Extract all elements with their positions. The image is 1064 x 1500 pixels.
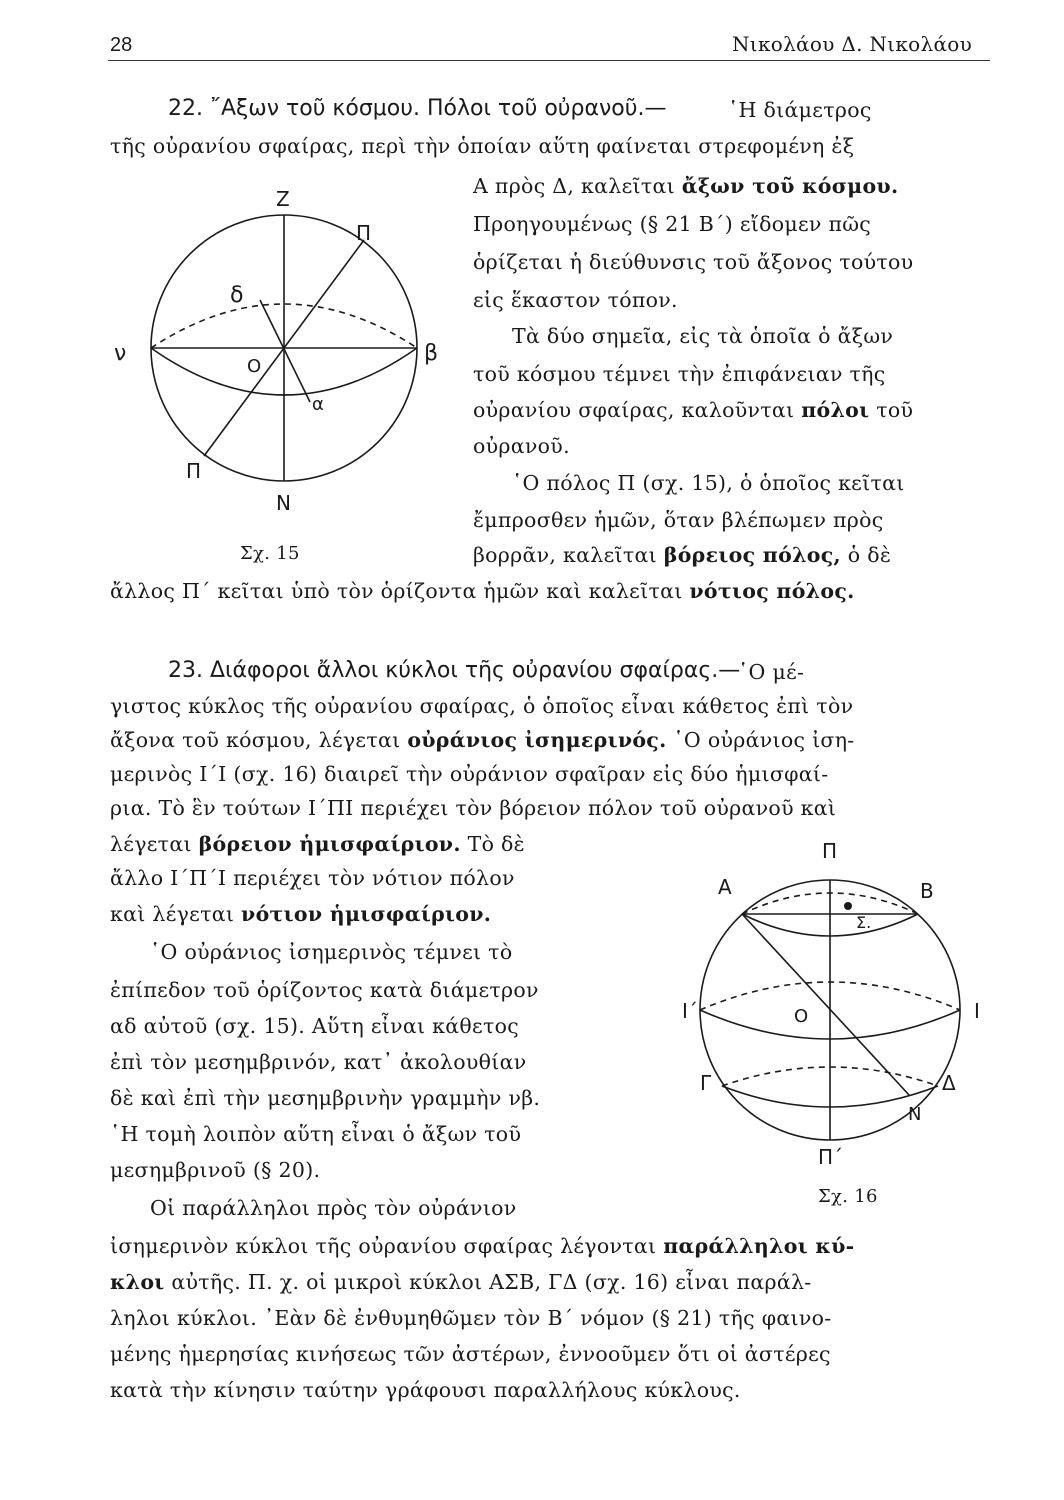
text-line: Τὸ δὲ xyxy=(467,832,525,856)
fig15-label-z: Z xyxy=(276,187,290,211)
text-line: ῾Ο μέ- xyxy=(738,660,805,684)
text-line: ληλοι κύκλοι. ᾽Εὰν δὲ ἐνθυμηθῶμεν τὸν Β΄ νόμον (§ 21) τῆς φαινο- xyxy=(110,1306,832,1330)
text-line: ῾Ο πόλος Π (σχ. 15), ὁ ὁποῖος κεῖται xyxy=(512,471,905,495)
text-line: οὐρανίου σφαίρας, καλοῦνται xyxy=(473,398,795,422)
text-line: τῆς οὐρανίου σφαίρας, περὶ τὴν ὁποίαν αὕτη φαίνεται στρεφομένη ἐξ xyxy=(110,134,855,158)
figure-15-caption: Σχ. 15 xyxy=(240,543,300,564)
fig16-label-gamma: Γ xyxy=(700,1071,712,1095)
fig15-label-delta: δ xyxy=(230,283,244,308)
text-line: ρια. Τὸ ἓν τούτων Ι΄ΠΙ περιέχει τὸν βόρειον πόλον τοῦ οὐρανοῦ καὶ xyxy=(110,796,837,820)
text-line: ῾Η τομὴ λοιπὸν αὕτη εἶναι ὁ ἄξων τοῦ xyxy=(110,1122,522,1146)
term-parallel-circles-cont: κλοι xyxy=(110,1270,165,1294)
text-line: μένης ἡμερησίας κινήσεως τῶν ἀστέρων, ἐννοοῦμεν ὅτι οἱ ἀστέρες xyxy=(110,1342,831,1366)
text-line: ἐπίπεδον τοῦ ὁρίζοντος κατὰ διάμετρον xyxy=(110,978,539,1002)
term-celestial-equator: οὐράνιος ἰσημερινός. xyxy=(407,728,667,752)
fig15-label-nu: ν xyxy=(114,341,127,366)
meridian-intersection-line xyxy=(260,300,310,402)
figure-16 xyxy=(680,828,1000,1178)
text-line: ἔμπροσθεν ἡμῶν, ὅταν βλέπωμεν πρὸς xyxy=(473,508,884,532)
horizon-diagonal-line xyxy=(742,914,910,1096)
text-line: γιστος κύκλος τῆς οὐρανίου σφαίρας, ὁ ὁποῖος εἶναι κάθετος ἐπὶ τὸν xyxy=(110,694,854,718)
term-axis-of-world: ἄξων τοῦ κόσμου. xyxy=(681,174,899,198)
text-line: ἰσημερινὸν κύκλοι τῆς οὐρανίου σφαίρας λέγονται xyxy=(110,1234,657,1258)
fig16-label-b: Β xyxy=(920,879,934,903)
text-line: αὐτῆς. Π. χ. οἱ μικροὶ κύκλοι ΑΣΒ, ΓΔ (σχ. 16) εἶναι παράλ- xyxy=(171,1270,812,1294)
fig16-label-o: O xyxy=(794,1006,809,1027)
fig16-label-sigma: Σ. xyxy=(856,913,872,932)
fig16-label-i: Ι xyxy=(974,999,980,1023)
text-line: δὲ καὶ ἐπὶ τὴν μεσημβρινὴν γραμμὴν νβ. xyxy=(110,1086,541,1110)
text-line: τοῦ xyxy=(876,398,914,422)
page-number: 28 xyxy=(110,34,133,56)
fig15-label-alpha: α xyxy=(312,394,324,415)
term-parallel-circles: παράλληλοι κύ- xyxy=(663,1234,855,1258)
text-line: ἄλλος Π΄ κεῖται ὑπὸ τὸν ὁρίζοντα ἡμῶν καὶ καλεῖται xyxy=(110,579,683,603)
fig15-label-south-pole: Π xyxy=(186,459,202,483)
fig16-label-i-prime: Ι΄ xyxy=(682,999,698,1023)
text-line: ῾Η διάμετρος xyxy=(728,98,872,122)
text-line: ἄξονα τοῦ κόσμου, λέγεται xyxy=(110,728,401,752)
text-line: ῾Ο οὐράνιος ἰσημερινὸς τέμνει τὸ xyxy=(150,940,513,964)
text-line: βορρᾶν, καλεῖται xyxy=(473,543,657,567)
text-line: ὁρίζεται ἡ διεύθυνσις τοῦ ἄξονος τούτου xyxy=(473,250,914,274)
fig16-label-a: Α xyxy=(718,875,732,899)
text-line: τοῦ κόσμου τέμνει τὴν ἐπιφάνειαν τῆς xyxy=(473,362,886,386)
text-line: μερινὸς Ι΄Ι (σχ. 16) διαιρεῖ τὴν οὐράνιον σφαῖραν εἰς δύο ἡμισφαί- xyxy=(110,762,829,786)
fig16-label-delta: Δ xyxy=(942,1071,956,1095)
text-line: λέγεται xyxy=(110,832,192,856)
fig15-label-n: N xyxy=(276,491,291,515)
section-22-heading: 22. ῎Αξων τοῦ κόσμου. Πόλοι τοῦ οὐρανοῦ.— xyxy=(168,96,667,121)
text-line: εἰς ἕκαστον τόπον. xyxy=(473,288,678,312)
text-line: κατὰ τὴν κίνησιν ταύτην γράφουσι παραλλήλους κύκλους. xyxy=(110,1378,741,1402)
figure-15 xyxy=(110,180,470,525)
text-line: ἄλλο Ι΄Π΄Ι περιέχει τὸν νότιον πόλον xyxy=(110,866,515,890)
text-line: αδ αὐτοῦ (σχ. 15). Αὕτη εἶναι κάθετος xyxy=(110,1014,520,1038)
text-line: Προηγουμένως (§ 21 Β΄) εἴδομεν πῶς xyxy=(473,212,872,236)
text-line: οὐρανοῦ. xyxy=(473,434,570,458)
fig15-label-pole: Π xyxy=(356,221,372,245)
text-line: Α πρὸς Δ, καλεῖται xyxy=(473,174,675,198)
text-line: μεσημβρινοῦ (§ 20). xyxy=(110,1158,321,1182)
term-south-hemisphere: νότιον ἡμισφαίριον. xyxy=(241,902,492,926)
text-line: ἐπὶ τὸν μεσημβρινόν, κατ᾽ ἀκολουθίαν xyxy=(110,1050,527,1074)
fig16-label-south-pole: Π΄ xyxy=(818,1145,844,1169)
figure-16-caption: Σχ. 16 xyxy=(818,1186,878,1207)
fig15-label-o: O xyxy=(247,356,262,377)
text-line: Οἱ παράλληλοι πρὸς τὸν οὐράνιον xyxy=(150,1196,517,1220)
section-23-heading: 23. Διάφοροι ἄλλοι κύκλοι τῆς οὐρανίου σφαίρας.— xyxy=(168,658,741,683)
text-line: ὁ δὲ xyxy=(847,543,892,567)
term-north-hemisphere: βόρειον ἡμισφαίριον. xyxy=(198,832,461,856)
fig15-label-beta: β xyxy=(424,341,439,366)
header-rule xyxy=(108,60,990,61)
running-header-author: Νικολάου Δ. Νικολάου xyxy=(732,32,973,56)
fig16-label-pole: Π xyxy=(822,839,838,863)
text-line: Τὰ δύο σημεῖα, εἰς τὰ ὁποῖα ὁ ἄξων xyxy=(512,324,894,348)
text-line: ῾Ο οὐράνιος ἰση- xyxy=(673,728,855,752)
term-north-pole: βόρειος πόλος, xyxy=(663,543,841,567)
fig16-label-n: N xyxy=(908,1104,922,1125)
star-sigma-dot xyxy=(844,902,852,910)
term-south-pole: νότιος πόλος. xyxy=(689,579,855,603)
term-poles: πόλοι xyxy=(801,398,870,422)
text-line: καὶ λέγεται xyxy=(110,902,235,926)
